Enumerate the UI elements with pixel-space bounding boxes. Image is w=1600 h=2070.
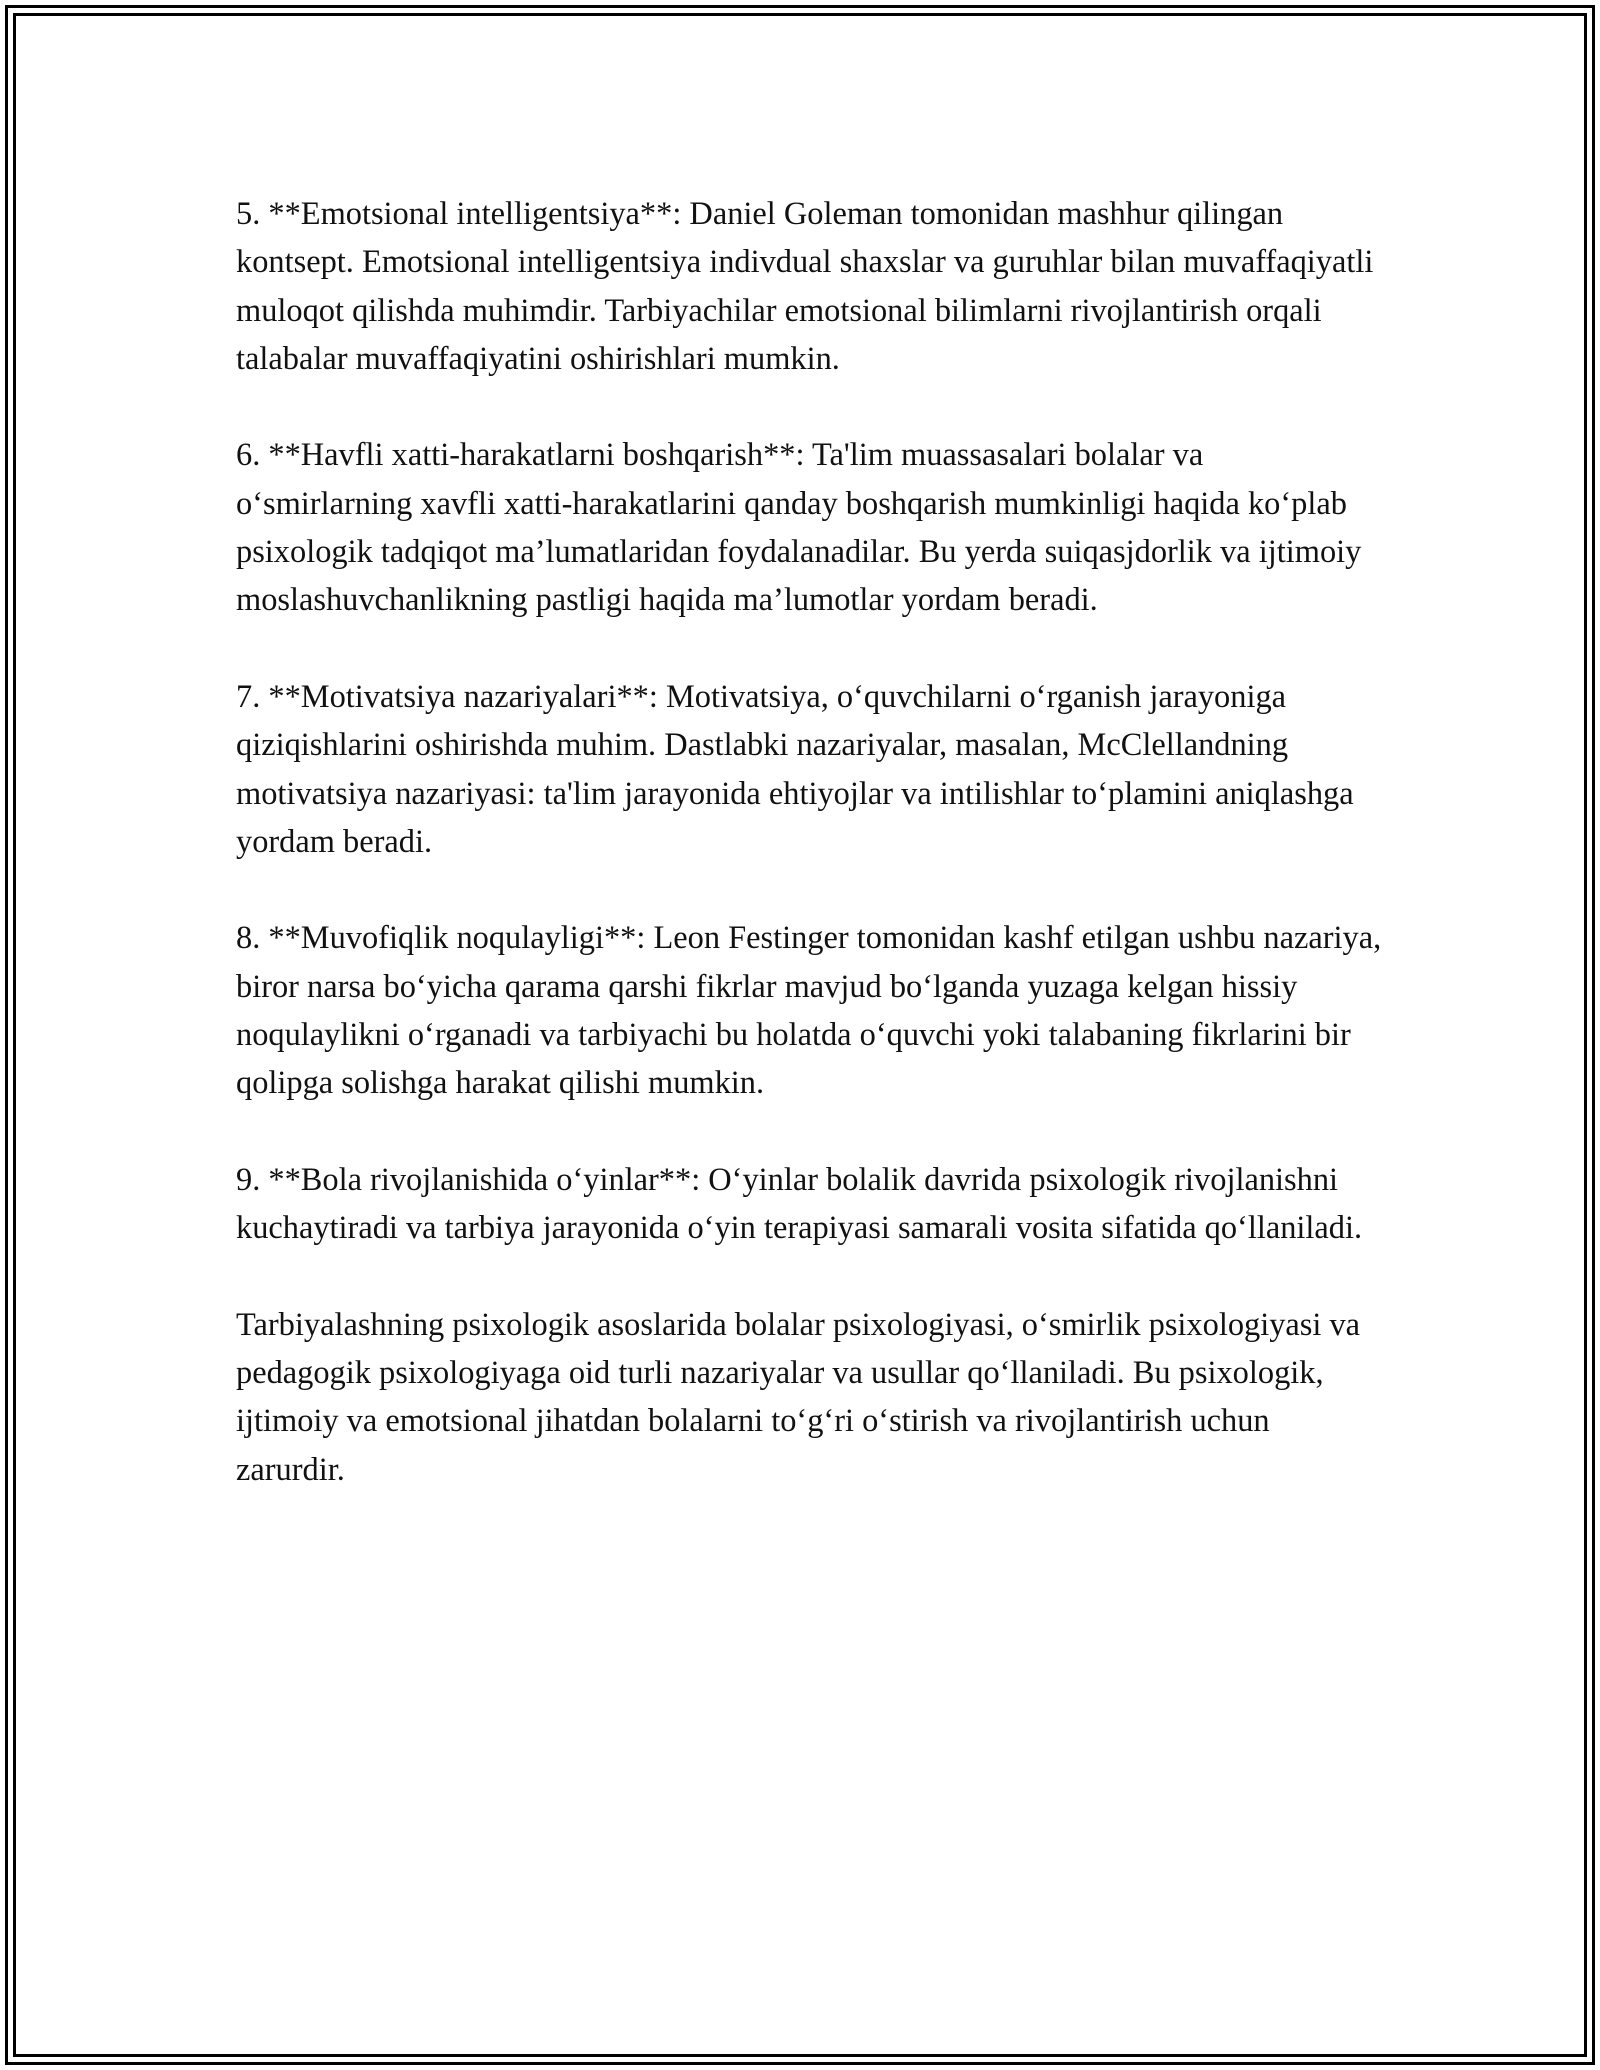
paragraph-risky-behavior: 6. **Havfli xatti-harakatlarni boshqarish**: Ta'lim muassasalari bolalar va o‘smirlarning xavfli xatti-harakatlarini qanday boshqarish mumkinligi haqida ko‘plab psixologik tadqiqot ma’lumatlaridan foydalanadilar. Bu yerda suiqasjdorlik va ijtimoiy moslashuvchanlikning pastligi haqida ma’lumotlar yordam beradi.	[236, 437, 1362, 619]
paragraph-conclusion: Tarbiyalashning psixologik asoslarida bolalar psixologiyasi, o‘smirlik psixologiyasi va pedagogik psixologiyaga oid turli nazariyalar va usullar qo‘llaniladi. Bu psixologik, ijtimoiy va emotsional jihatdan bolalarni to‘g‘ri o‘stirish va rivojlantirish uchun zarurdir.	[236, 1306, 1361, 1488]
paragraph-emotional-intelligence: 5. **Emotsional intelligentsiya**: Daniel Goleman tomonidan mashhur qilingan kontsept. Emotsional intelligentsiya indivdual shaxslar va guruhlar bilan muvaffaqiyatli muloqot qilishda muhimdir. Tarbiyachilar emotsional bilimlarni rivojlantirish orqali talabalar muvaffaqiyatini oshirishlari mumkin.	[236, 196, 1374, 377]
paragraph-motivation-theories: 7. **Motivatsiya nazariyalari**: Motivatsiya, o‘quvchilarni o‘rganish jarayoniga qiziqishlarini oshirishda muhim. Dastlabki nazariyalar, masalan, McClellandning motivatsiya nazariyasi: ta'lim jarayonida ehtiyojlar va intilishlar to‘plamini aniqlashga yordam beradi.	[236, 678, 1354, 860]
paragraph-play-in-development: 9. **Bola rivojlanishida o‘yinlar**: O‘yinlar bolalik davrida psixologik rivojlanishni kuchaytiradi va tarbiya jarayonida o‘yin terapiyasi samarali vosita sifatida qo‘llaniladi.	[236, 1161, 1363, 1247]
document-body	[236, 190, 1386, 1542]
paragraph-cognitive-dissonance: 8. **Muvofiqlik noqulayligi**: Leon Festinger tomonidan kashf etilgan ushbu nazariya, biror narsa bo‘yicha qarama qarshi fikrlar mavjud bo‘lganda yuzaga kelgan hissiy noqulaylikni o‘rganadi va tarbiyachi bu holatda o‘quvchi yoki talabaning fikrlarini bir qolipga solishga harakat qilishi mumkin.	[236, 920, 1382, 1102]
